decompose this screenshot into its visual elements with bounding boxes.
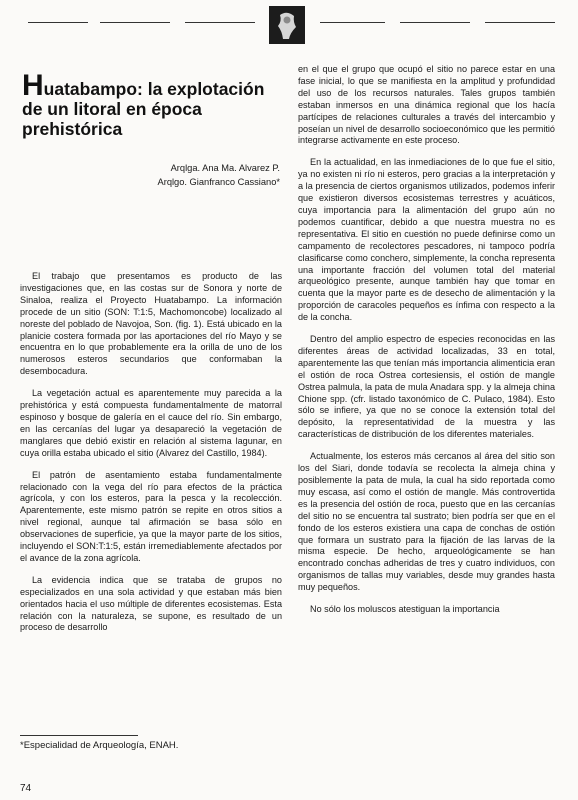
header-rule-3 <box>185 22 255 23</box>
footnote-rule <box>20 735 138 736</box>
header-rule-6 <box>485 22 555 23</box>
title-line-2: de un litoral en época <box>22 99 202 119</box>
paragraph: La evidencia indica que se trataba de grupos no especializados en una sola actividad y que estaban más bien orientados hacia el uso múltiple de diferentes ecosistemas. Esta relación con la naturaleza, se supone, es resultado de un proceso de desarrollo <box>20 574 282 633</box>
header-rule-4 <box>320 22 385 23</box>
header-rule-2 <box>100 22 170 23</box>
title-initial: H <box>22 69 44 102</box>
paragraph: El trabajo que presentamos es producto de las investigaciones que, en las costas sur de Sonora y norte de Sinaloa, realiza el Proyecto Huatabampo. La información procede de un sitio (SON: T:1:5, Machomoncobe) localizado al noreste del poblado de Navojoa, Son. (fig. 1). Está ubicado en la planicie costera formada por las aportaciones del río Mayo y se encuentra en lo que probablemente era la orilla de uno de los numerosos esteros secundarios que conformaban la desembocadura. <box>20 271 282 377</box>
decorative-figure-icon <box>269 6 305 44</box>
paragraph: El patrón de asentamiento estaba fundamentalmente relacionado con la vega del río para efectos de la práctica agrícola, y con los esteros, para la pesca y la recolección. Aparentemente, este mismo patrón se repite en otros sitios a nivel regional, aunque tal afirmación se basa sólo en observaciones de superficie, ya que la mayor parte de los sitios, incluyendo el SON:T:1:5, están irremediablemente afectados por el avance de la zona agrícola. <box>20 469 282 563</box>
title-line-1: Huatabampo: la explotación <box>22 69 265 102</box>
paragraph: Actualmente, los esteros más cercanos al área del sitio son los del Siari, donde todavía se recolecta la almeja china y posiblemente la pata de mula, la cual ha sido reportada como muy escasa, así como el ostión de mangle. Más controvertida es la presencia del ostión de roca, puesto que en las cercanías del sitio no se encuentra tal sustrato; bien podría ser que en el fondo de los esteros existiera una capa de conchas de ostión que formara un sustrato para la fijación de las larvas de la misma especie. De hecho, arqueológicamente se han encontrado conchas adheridas de tres y cuatro individuos, con organismos de tallas muy variables, desde muy grandes hasta muy pequeños. <box>298 451 555 593</box>
paragraph: La vegetación actual es aparentemente muy parecida a la prehistórica y está compuesta fundamentalmente de matorral espinoso y bosque de galería en el cauce del río. Sin embargo, en las cercanías del lugar ya desapareció la vegetación de manglares que debió existir en relación al sistema lagunar, en cuya orilla estaba ubicado el sitio (Alvarez del Castillo, 1984). <box>20 388 282 458</box>
paragraph: En la actualidad, en las inmediaciones de lo que fue el sitio, ya no existen ni río ni esteros, pero gracias a la interpretación y a la presencia de ciertos organismos utilizados, podemos inferir que existieron diversos ecosistemas terrestres y acuáticos, cuya importancia para la alimentación del grupo aún no podemos cuantificar, debido a que nuestra muestra no es representativa. El sitio en cuestión no puede definirse como un campamento de recolectores pescadores, ni tampoco podría clasificarse como conchero, simplemente, la concha representa una importante fracción del volumen total del material arqueológico presente, aunque también hay que tomar en cuenta que la mayor parte es de desecho de alimentación y la proporción de caracoles pequeños es ínfima con respecto a la de la concha. <box>298 157 555 323</box>
footnote: *Especialidad de Arqueología, ENAH. <box>20 740 179 751</box>
author-1: Arqlga. Ana Ma. Alvarez P. <box>170 163 280 173</box>
author-block <box>140 161 280 189</box>
page-number: 74 <box>20 783 32 794</box>
article-title <box>22 69 284 139</box>
paragraph: No sólo los moluscos atestiguan la importancia <box>310 604 500 615</box>
header-rule-1 <box>28 22 88 23</box>
title-line-3: prehistórica <box>22 119 123 139</box>
header-rule-5 <box>400 22 470 23</box>
right-column <box>298 64 555 616</box>
paragraph: Dentro del amplio espectro de especies reconocidas en las diferentes áreas de actividad localizadas, 33 en total, aparentemente las que tenían más importancia alimenticia eran el ostión de roca Ostrea cortesiensis, el ostión de mangle Ostrea palmula, la pata de mula Anadara spp. y la almeja china Chione spp. (cfr. listado taxonómico de C. Pulaco, 1984). Esto sólo se infiere, ya que no se conoce la extensión total del depósito, la representatividad de la muestra y las características de distribución de los diferentes materiales. <box>298 334 555 440</box>
paragraph: en el que el grupo que ocupó el sitio no parece estar en una fase inicial, lo que se manifiesta en la amplitud y profundidad del uso de los recursos naturales. Tales grupos también estaban inmersos en una dinámica regional que los hacía partícipes de relaciones culturales a través del intercambio y poseían un nivel de desarrollo socioeconómico que les permitió integrarse activamente en este proceso. <box>298 64 555 146</box>
left-column <box>20 271 282 634</box>
author-2: Arqlgo. Gianfranco Cassiano* <box>157 177 280 187</box>
